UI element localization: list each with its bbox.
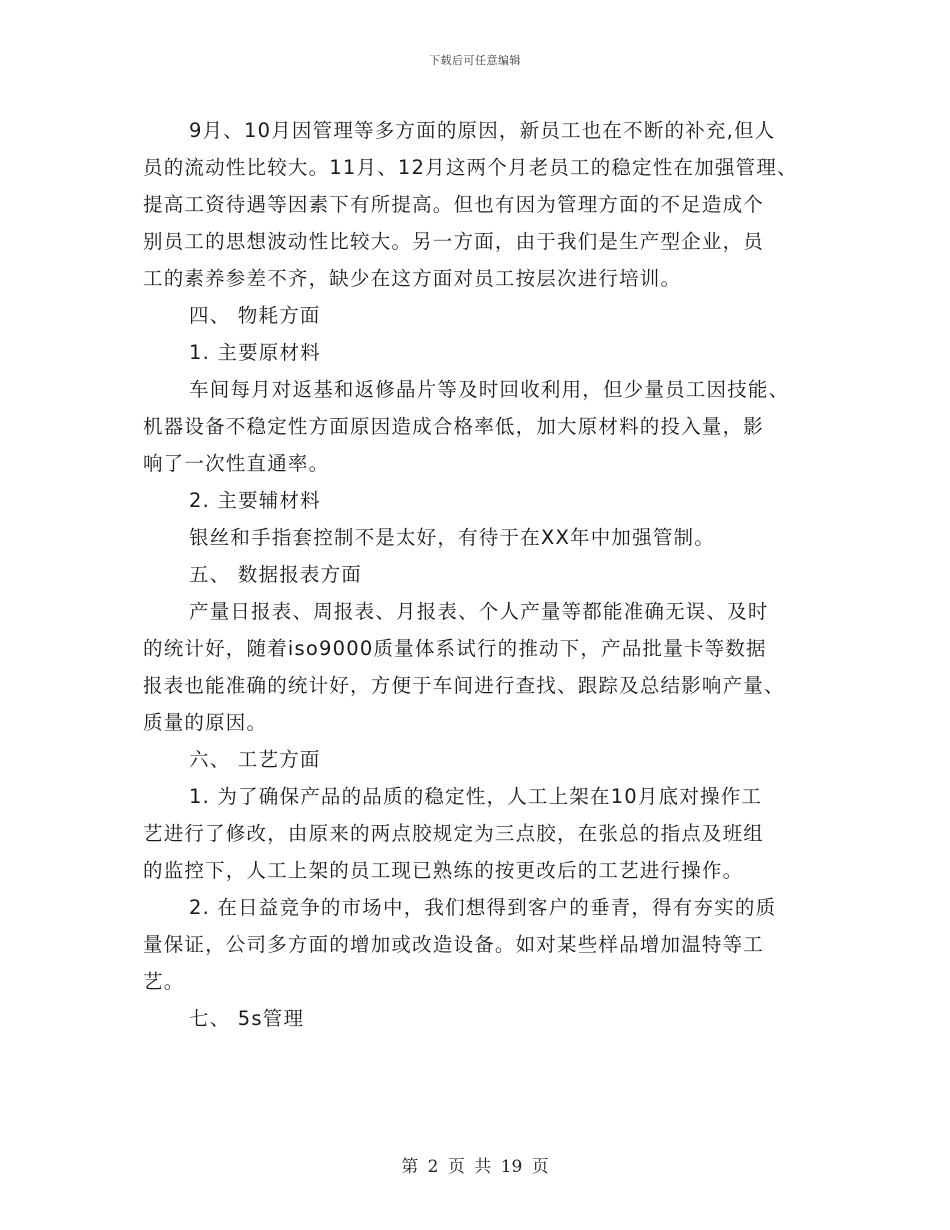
text-line: 的监控下，人工上架的员工现已熟练的按更改后的工艺进行操作。 bbox=[143, 859, 744, 882]
text-line: 银丝和手指套控制不是太好，有待于在XX年中加强管制。 bbox=[189, 526, 715, 549]
text-line: 提高工资待遇等因素下有所提高。但也有因为管理方面的不足造成个 bbox=[143, 193, 765, 216]
text-line: 四、 物耗方面 bbox=[189, 304, 321, 327]
text-line: 质量的原因。 bbox=[143, 711, 268, 734]
text-line: 艺。 bbox=[143, 970, 185, 993]
text-line: 的统计好，随着iso9000质量体系试行的推动下，产品批量卡等数据 bbox=[143, 637, 767, 660]
text-line: 2. 主要辅材料 bbox=[189, 489, 321, 512]
text-line: 工的素养参差不齐，缺少在这方面对员工按层次进行培训。 bbox=[143, 267, 682, 290]
text-line: 五、 数据报表方面 bbox=[189, 563, 362, 586]
page-header: 下载后可任意编辑 bbox=[429, 54, 521, 67]
document-body bbox=[143, 112, 823, 1037]
text-line: 1. 为了确保产品的品质的稳定性，人工上架在10月底对操作工 bbox=[189, 785, 763, 808]
text-line: 车间每月对返基和返修晶片等及时回收利用，但少量员工因技能、 bbox=[189, 378, 790, 401]
text-line: 9月、10月因管理等多方面的原因，新员工也在不断的补充,但人 bbox=[189, 119, 776, 142]
text-line: 艺进行了修改，由原来的两点胶规定为三点胶，在张总的指点及班组 bbox=[143, 822, 765, 845]
text-line: 量保证，公司多方面的增加或改造设备。如对某些样品增加温特等工 bbox=[143, 933, 765, 956]
text-line: 六、 工艺方面 bbox=[189, 748, 321, 771]
text-line: 响了一次性直通率。 bbox=[143, 452, 330, 475]
text-line: 别员工的思想波动性比较大。另一方面，由于我们是生产型企业，员 bbox=[143, 230, 765, 253]
text-line: 七、 5s管理 bbox=[189, 1007, 305, 1030]
text-line: 1. 主要原材料 bbox=[189, 341, 321, 364]
text-line: 员的流动性比较大。11月、12月这两个月老员工的稳定性在加强管理、 bbox=[143, 156, 798, 179]
text-line: 2. 在日益竞争的市场中，我们想得到客户的垂青，得有夯实的质 bbox=[189, 896, 777, 919]
text-line: 机器设备不稳定性方面原因造成合格率低，加大原材料的投入量，影 bbox=[143, 415, 765, 438]
text-line: 产量日报表、周报表、月报表、个人产量等都能准确无误、及时 bbox=[189, 600, 769, 623]
text-line: 报表也能准确的统计好，方便于车间进行查找、跟踪及总结影响产量、 bbox=[143, 674, 785, 697]
page-footer: 第 2 页 共 19 页 bbox=[401, 1157, 549, 1177]
